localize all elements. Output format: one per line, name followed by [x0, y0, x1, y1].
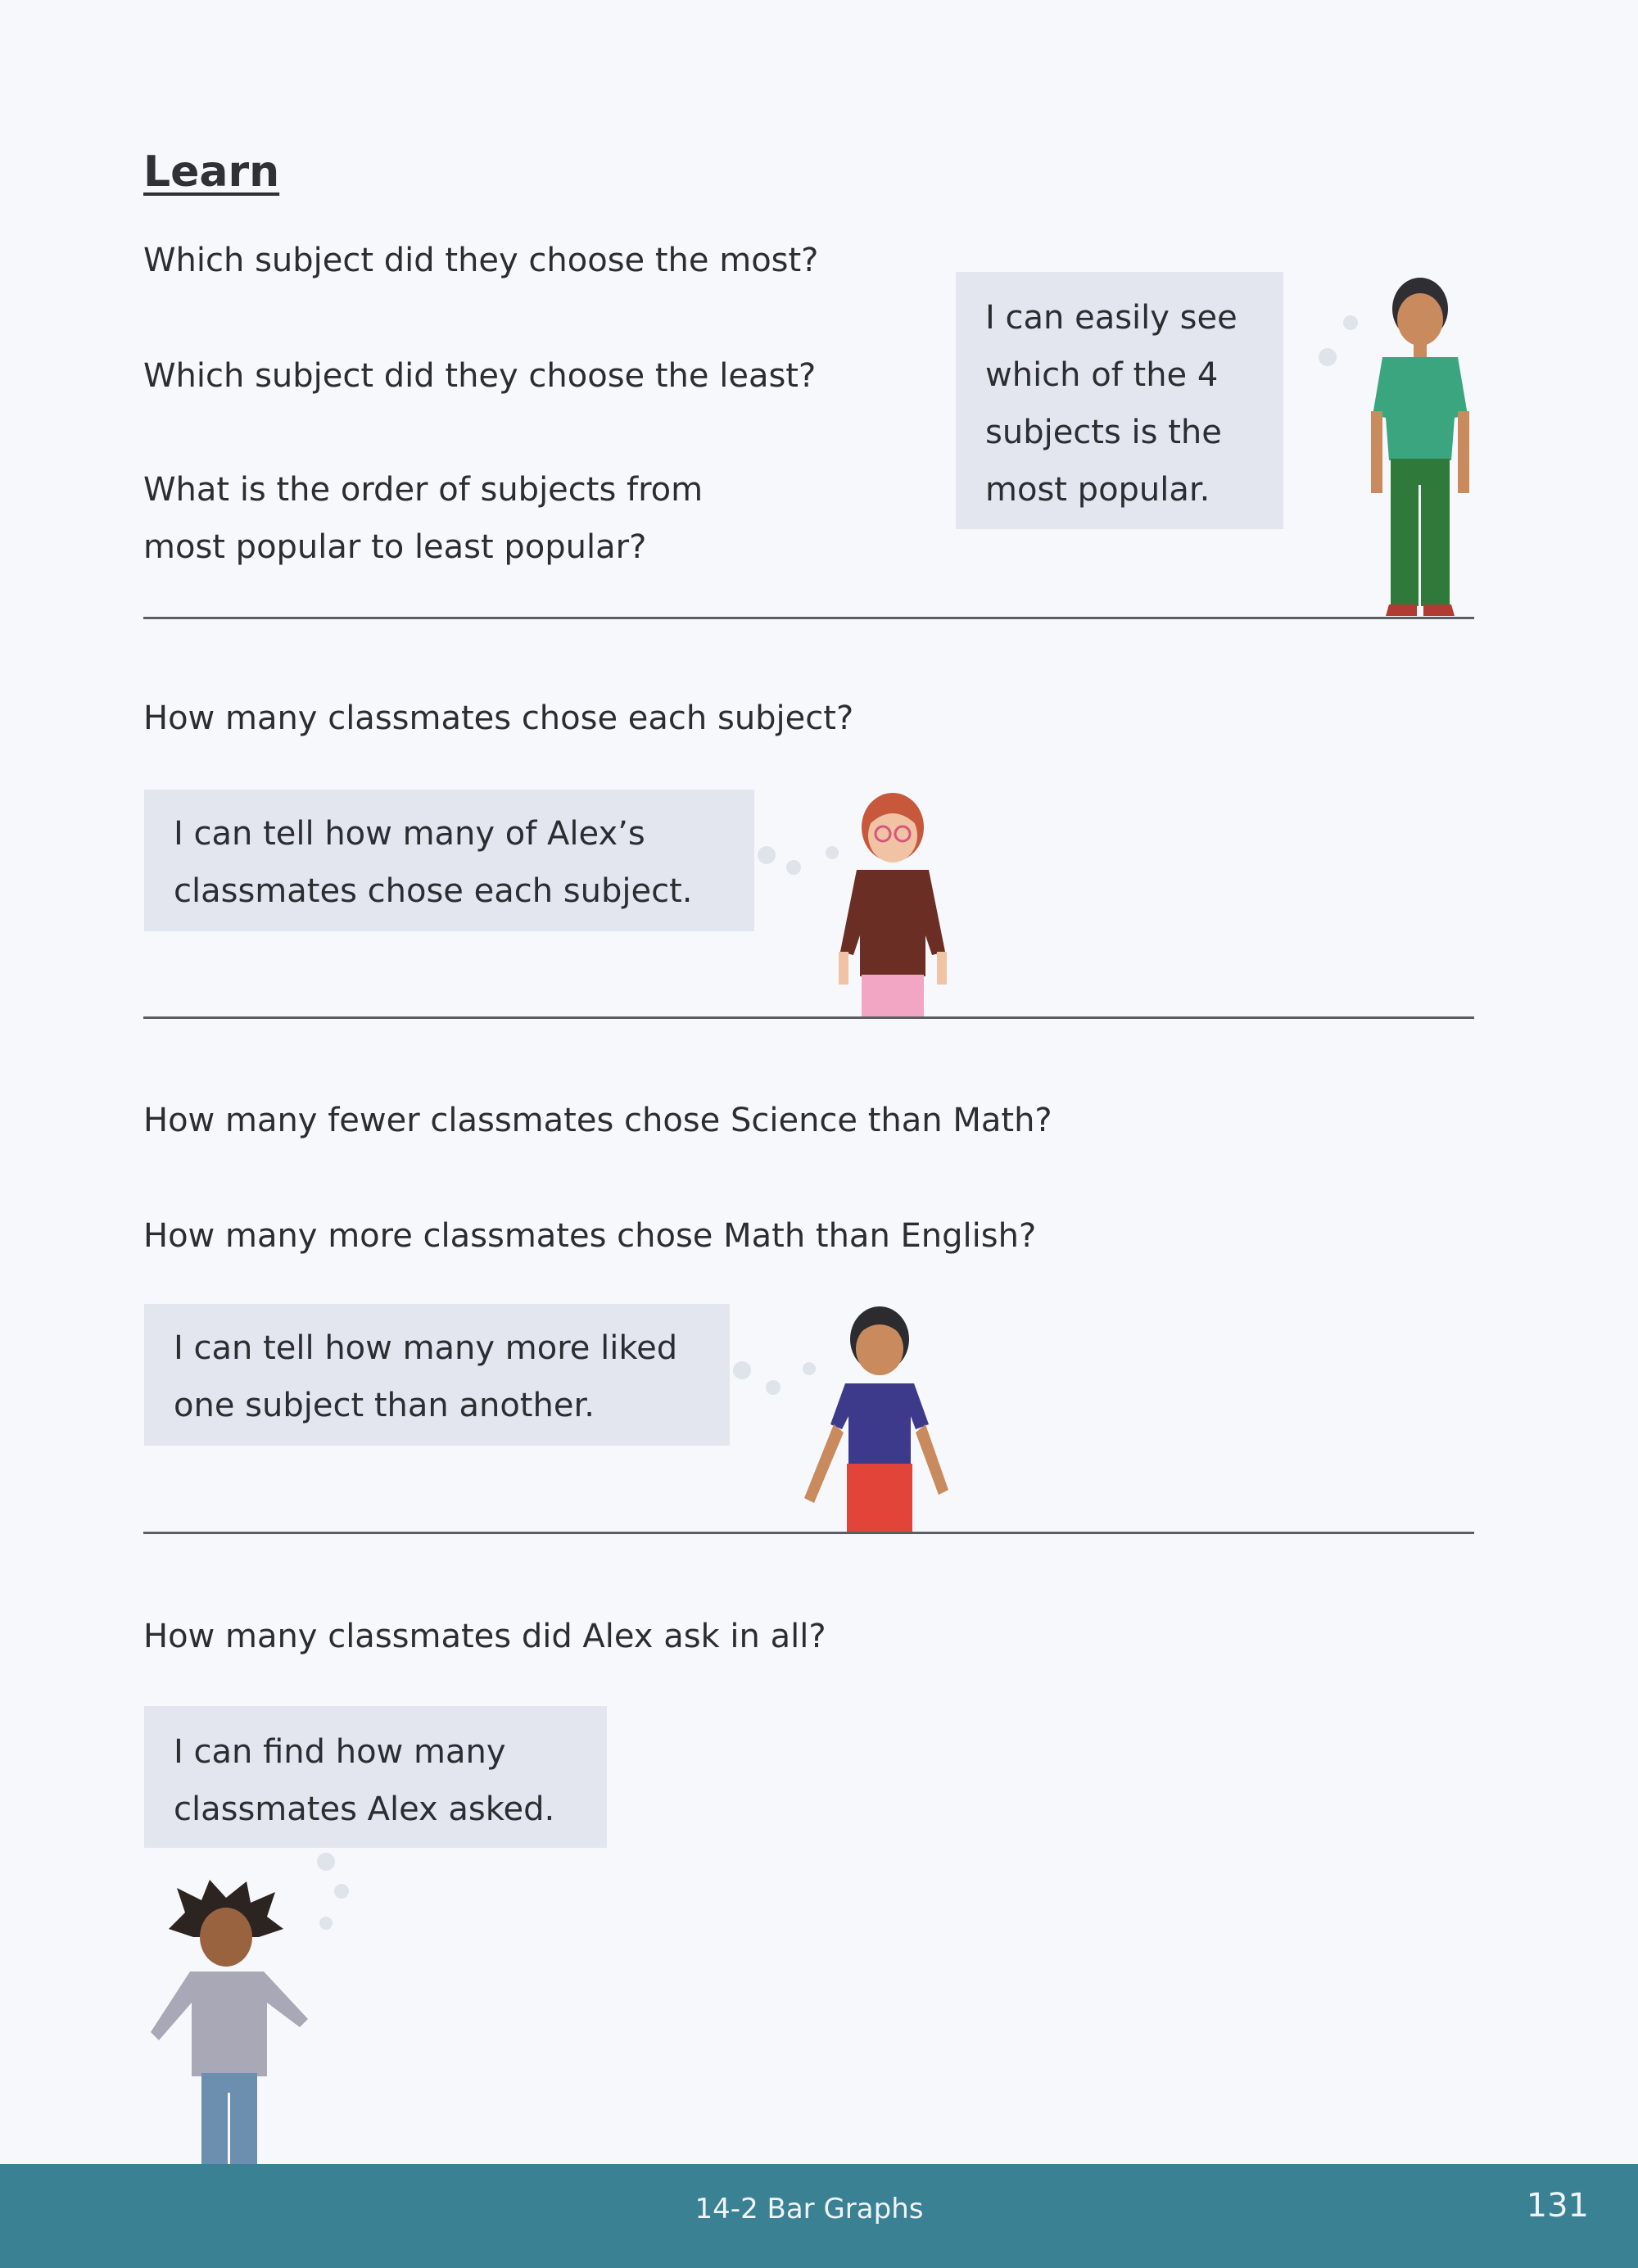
girl-character-illustration	[788, 1301, 954, 1532]
bubble-line: which of the 4	[985, 356, 1219, 394]
bubble-line: subjects is the	[985, 414, 1222, 451]
question-each-subject: How many classmates chose each subject?	[143, 699, 854, 737]
question-order-line2: most popular to least popular?	[143, 528, 647, 566]
bubble-line: most popular.	[985, 471, 1210, 509]
question-least: Which subject did they choose the least?	[143, 357, 817, 395]
bubble-line: I can tell how many of Alex’s	[174, 815, 645, 853]
thought-bubble-popular	[956, 272, 1283, 529]
page-number: 131	[1526, 2187, 1589, 2225]
thought-dot	[733, 1361, 751, 1379]
question-fewer-science: How many fewer classmates chose Science than Math?	[143, 1102, 1052, 1139]
thought-dot	[786, 860, 801, 875]
bubble-line: I can easily see	[985, 299, 1238, 337]
thought-dot	[1343, 315, 1358, 330]
boy-character-illustration	[1366, 272, 1474, 618]
question-order-line1: What is the order of subjects from	[143, 471, 704, 509]
thought-dot	[1319, 348, 1337, 366]
thought-dot	[766, 1380, 781, 1395]
section-divider	[143, 1016, 1474, 1019]
bubble-line: classmates chose each subject.	[174, 872, 693, 910]
question-most: Which subject did they choose the most?	[143, 242, 819, 279]
bubble-line: I can tell how many more liked	[174, 1329, 678, 1367]
thought-bubble-each-subject	[144, 790, 754, 931]
question-more-math: How many more classmates chose Math than English?	[143, 1217, 1037, 1255]
section-heading: Learn	[143, 147, 280, 197]
question-total: How many classmates did Alex ask in all?	[143, 1618, 826, 1655]
thought-bubble-compare	[144, 1304, 730, 1446]
bubble-line: classmates Alex asked.	[174, 1790, 555, 1828]
thought-bubble-total	[144, 1706, 607, 1848]
footer-lesson-title: 14-2 Bar Graphs	[695, 2193, 924, 2225]
bubble-line: I can find how many	[174, 1733, 506, 1771]
thought-dot	[758, 846, 776, 864]
thought-dot	[317, 1853, 335, 1871]
section-divider	[143, 1532, 1474, 1534]
section-divider	[143, 617, 1474, 619]
bubble-line: one subject than another.	[174, 1387, 595, 1424]
girl-glasses-character-illustration	[824, 788, 962, 1016]
